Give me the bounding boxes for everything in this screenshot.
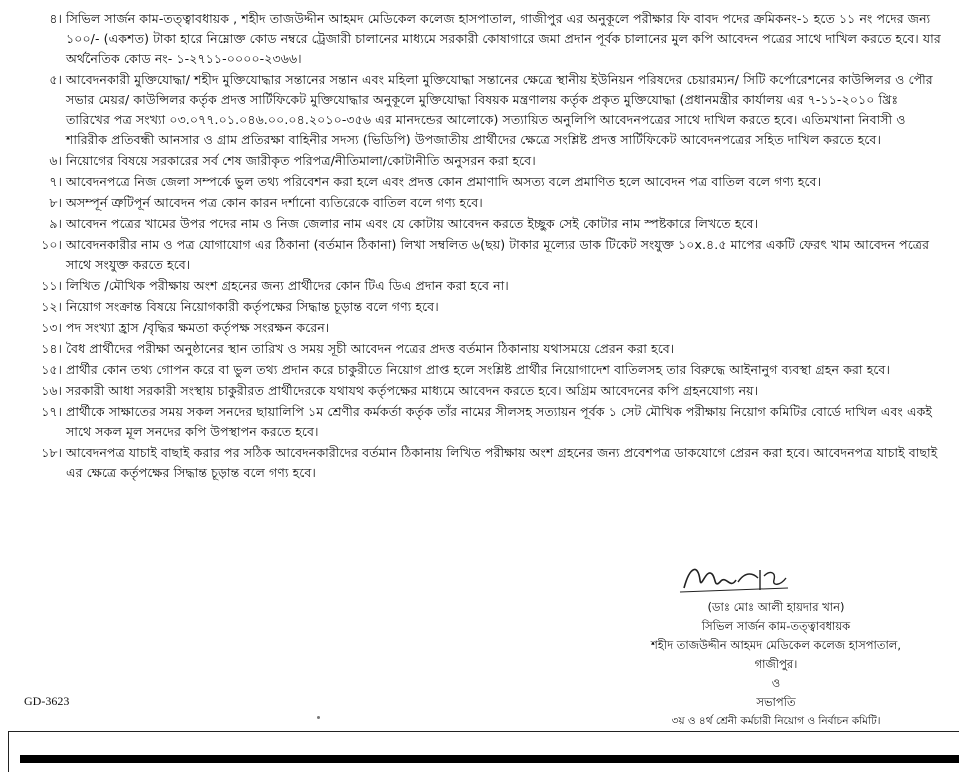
- item-number: ৭।: [49, 174, 62, 189]
- signatory-role: সভাপতি: [756, 695, 796, 709]
- item-number: ৯।: [49, 216, 62, 231]
- list-item: [10, 70, 945, 150]
- item-text: প্রার্থীকে সাক্ষাতের সময় সকল সনদের ছায়ালিপি ১ম শ্রেণীর কর্মকর্তা কর্তৃক তাঁর নামের সীলসহ সত্যায়ন পূর্বক ১ সেট মৌখিক পরীক্ষায় নিয়োগ কমিটির বোর্ডে দাখিল এবং একই সাথে সকল মূল সনদের কপি উপস্থাপন করতে হবে।: [66, 404, 933, 439]
- signatory-institution: শহীদ তাজউদ্দীন আহমদ মেডিকেল কলেজ হাসপাতাল,: [650, 638, 902, 652]
- list-item: [10, 402, 945, 442]
- gd-code: GD-3623: [24, 694, 70, 708]
- item-text: পদ সংখ্যা হ্রাস /বৃদ্ধির ক্ষমতা কর্তৃপক্ষ সংরক্ষন করেন।: [66, 320, 330, 335]
- item-text: আবেদনকারী মুক্তিযোদ্ধা/ শহীদ মুক্তিযোদ্ধার সন্তানের সন্তান এবং মহিলা মুক্তিযোদ্ধা সন্তানের ক্ষেত্রে স্থানীয় ইউনিয়ন পরিষদের চেয়ারম্যন/ সিটি কর্পোরেশনের কাউন্সিলর ও পৌর সভার মেয়র/ কাউন্সিলর কর্তৃক প্রদত্ত সার্টিফিকেট মুক্তিযোদ্ধার অনুকূলে মুক্তিযোদ্ধা বিষয়ক মন্ত্রণালয় কর্তৃক প্রকৃত মুক্তিযোদ্ধা (প্রধানমন্ত্রীর কার্যালয় এর ৭-১১-২০১০ খ্রিঃ তারিখের পত্র সংখ্যা ০৩.০৭৭.০১.০৪৬.০০.০৪.২০১০-৩৫৬ এর মানদন্ডের আলোকে) সত্যায়িত অনুলিপি আবেদনপত্রের সাথে দাখিল করতে হবে। এতিমখানা নিবাসী ও শারিরীক প্রতিবন্ধী আনসার ও গ্রাম প্রতিরক্ষা বাহিনীর সদস্য (ভিডিপি) উপজাতীয় প্রার্থীদের ক্ষেত্রে সংশ্লিষ্ট প্রদত্ত সার্টিফিকেট আবেদনপত্রের সহিত দাখিল করতে হবে।: [66, 72, 933, 147]
- item-number: ১৩।: [41, 320, 62, 335]
- item-text: লিখিত /মৌখিক পরীক্ষায় অংশ গ্রহনের জন্য প্রার্থীদের কোন টিএ ডিএ প্রদান করা হবে না।: [66, 278, 509, 293]
- list-item: [10, 318, 945, 338]
- list-item: [10, 360, 945, 380]
- list-item: [10, 339, 945, 359]
- signatory-designation: সিভিল সার্জন কাম-তত্ত্বাবধায়ক: [701, 619, 851, 633]
- list-item: [10, 151, 945, 171]
- item-text: আবেদনপত্র যাচাই বাছাই করার পর সঠিক আবেদনকারীদের বর্তমান ঠিকানায় লিখিত পরীক্ষায় অংশ গ্রহনের জন্য প্রবেশপত্র ডাকযোগে প্রেরন করা হবে। আবেদনপত্র যাচাই বাছাই এর ক্ষেত্রে কর্তৃপক্ষের সিদ্ধান্ত চূড়ান্ত বলে গণ্য হবে।: [66, 445, 938, 480]
- list-item: [10, 297, 945, 317]
- item-number: ৪।: [49, 11, 62, 26]
- item-number: ৮।: [49, 195, 62, 210]
- list-item: [10, 235, 945, 275]
- signatory-committee: ৩য় ও ৪র্থ শ্রেনী কর্মচারী নিয়োগ ও নির্বাচন কমিটি।: [671, 715, 881, 727]
- item-text: আবেদন পত্রের খামের উপর পদের নাম ও নিজ জেলার নাম এবং যে কোটায় আবেদন করতে ইচ্ছুক সেই কোটার নাম স্পষ্টকারে লিখতে হবে।: [66, 216, 759, 231]
- item-number: ১৪।: [41, 341, 62, 356]
- item-text: আবেদনকারীর নাম ও পত্র যোগাযোগ এর ঠিকানা (বর্তমান ঠিকানা) লিখা সম্বলিত ৬(ছয়) টাকার মূল্যের ডাক টিকেট সংযুক্ত ১০x.৪.৫ মাপের একটি ফেরৎ খাম আবেদন পত্রের সাথে সংযুক্ত করতে হবে।: [66, 237, 930, 272]
- list-item: [10, 214, 945, 234]
- item-number: ১২।: [41, 299, 62, 314]
- item-number: ১৮।: [41, 445, 62, 460]
- item-number: ১০।: [41, 237, 62, 252]
- handwritten-signature: [616, 560, 936, 598]
- list-item: [10, 276, 945, 296]
- item-number: ১৭।: [41, 404, 62, 419]
- list-item: [10, 443, 945, 483]
- signature-scribble-icon: [676, 560, 796, 598]
- signatory-name: (ডাঃ মোঃ আলী হায়দার খান): [707, 600, 845, 614]
- item-text: নিয়োগের বিষয়ে সরকারের সর্ব শেষ জারীকৃত পরিপত্র/নীতিমালা/কোটানীতি অনুসরন করা হবে।: [66, 153, 536, 168]
- item-text: অসম্পূর্ন ত্রুটিপূর্ন আবেদন পত্র কোন কারন দর্শানো ব্যতিরেকে বাতিল বলে গণ্য হবে।: [66, 195, 483, 210]
- item-number: ১৬।: [41, 383, 62, 398]
- item-number: ৬।: [49, 153, 62, 168]
- signatory-conjunction: ও: [771, 676, 781, 690]
- item-number: ১৫।: [41, 362, 62, 377]
- bottom-frame: [8, 731, 959, 772]
- list-item: [10, 9, 945, 69]
- list-item: [10, 381, 945, 401]
- item-number: ১১।: [41, 278, 62, 293]
- list-item: [10, 193, 945, 213]
- item-text: নিয়োগ সংক্রান্ত বিষয়ে নিয়োগকারী কর্তৃপক্ষের সিদ্ধান্ত চূড়ান্ত বলে গণ্য হবে।: [66, 299, 439, 314]
- item-text: সিভিল সার্জন কাম-তত্ত্বাবধায়ক , শহীদ তাজউদ্দীন আহমদ মেডিকেল কলেজ হাসপাতাল, গাজীপুর এর অনুকূলে পরীক্ষার ফি বাবদ পদের ক্রমিকনং-১ হতে ১১ নং পদের জন্য ১০০/- (একশত) টাকা হারে নিম্নোক্ত কোড নম্বরে ট্রেজারী চালানের মাধ্যমে সরকারী কোষাগারে জমা প্রদান পূর্বক চালানের মুল কপি আবেদন পত্রের সাথে দাখিল করতে হবে। যার অর্থনৈতিক কোড নং- ১-২৭১১-০০০০-২৩৬৬।: [66, 11, 941, 66]
- item-text: প্রার্থীর কোন তথ্য গোপন করে বা ভুল তথ্য প্রদান করে চাকুরীতে নিয়োগ প্রাপ্ত হলে সংশ্লিষ্ট প্রার্থীর নিয়োগাদেশ বাতিলসহ তার বিরুদ্ধে আইনানুগ ব্যবস্থা গ্রহন করা হবে।: [66, 362, 891, 377]
- stray-dot: [317, 716, 320, 719]
- bottom-black-bar: [20, 755, 959, 763]
- list-item: [10, 172, 945, 192]
- instruction-list: [10, 9, 945, 484]
- item-text: আবেদনপত্রে নিজ জেলা সম্পর্কে ভুল তথ্য পরিবেশন করা হলে এবং প্রদত্ত কোন প্রমাণাদি অসত্য বলে প্রমাণিত হলে আবেদন পত্র বাতিল বলে গণ্য হবে।: [66, 174, 822, 189]
- signatory-city: গাজীপুর।: [754, 657, 798, 671]
- item-number: ৫।: [49, 72, 62, 87]
- item-text: সরকারী আধা সরকারী সংস্থায় চাকুরীরত প্রার্থীদেরকে যথাযথ কর্তৃপক্ষের মাধ্যমে আবেদন করতে হবে। অগ্রিম আবেদনের কপি গ্রহনযোগ্য নয়।: [66, 383, 759, 398]
- signature-block: [616, 560, 936, 731]
- item-text: বৈধ প্রার্থীদের পরীক্ষা অনুষ্ঠানের স্থান তারিখ ও সময় সূচী আবেদন পত্রের প্রদত্ত বর্তমান ঠিকানায় যথাসময়ে প্রেরন করা হবে।: [66, 341, 675, 356]
